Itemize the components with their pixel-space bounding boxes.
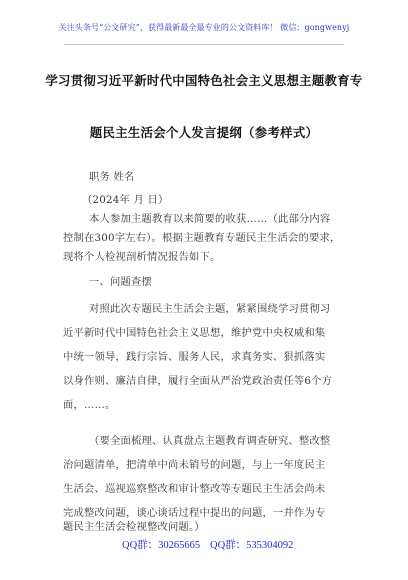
intro-line: 控制在300字左右）。根据主题教育专题民主生活会的要求， [63, 232, 341, 244]
header-divider [64, 44, 344, 45]
note-para-line: 治问题清单，把清单中尚未销号的问题，与上一年度民主 [63, 459, 326, 471]
footer-qq-group-2: QQ群：535304092 [210, 540, 294, 551]
section-heading: 一、问题查摆 [89, 276, 152, 288]
section-para-line: 中统一领导，践行宗旨、服务人民，求真务实、狠抓落实 [63, 351, 326, 363]
note-para-line: 题民主生活会检视整改问题。） [63, 521, 205, 533]
intro-line: 本人参加主题教育以来简要的收获……（此部分内容 [89, 213, 331, 225]
header-notice: 关注头条号“公文研究”，获得最新最全最专业的公文资料库！ 微信：gongwenyj [58, 23, 350, 32]
report-date: （2024年 月 日） [82, 194, 169, 206]
note-para-line: （要全面梳理、认真盘点主题教育调查研究、整改整 [89, 435, 331, 447]
note-para-line: 完成整改问题，谈心谈话过程中提出的问题，一并作为专 [63, 507, 326, 519]
intro-line: 现将个人检视剖析情况报告如下。 [63, 251, 221, 263]
doc-title-line-2: 题民主生活会个人发言提纲（参考样式） [89, 125, 319, 140]
section-para-line: 面，……。 [63, 399, 116, 411]
note-para-line: 生活会、巡视巡察整改和审计整改等专题民主生活会尚未 [63, 483, 326, 495]
position-name: 职务 姓名 [89, 171, 135, 183]
section-para-line: 以身作则、廉洁自律，履行全面从严治党政治责任等6个方 [63, 375, 333, 387]
footer-qq-group-1: QQ群：30265665 [122, 540, 201, 551]
section-para-line: 近平新时代中国特色社会主义思想，维护党中央权威和集 [63, 327, 326, 339]
section-para-line: 对照此次专题民主生活会主题，紧紧围绕学习贯彻习 [89, 303, 331, 315]
doc-title-line-1: 学习贯彻习近平新时代中国特色社会主义思想主题教育专 [45, 73, 363, 88]
